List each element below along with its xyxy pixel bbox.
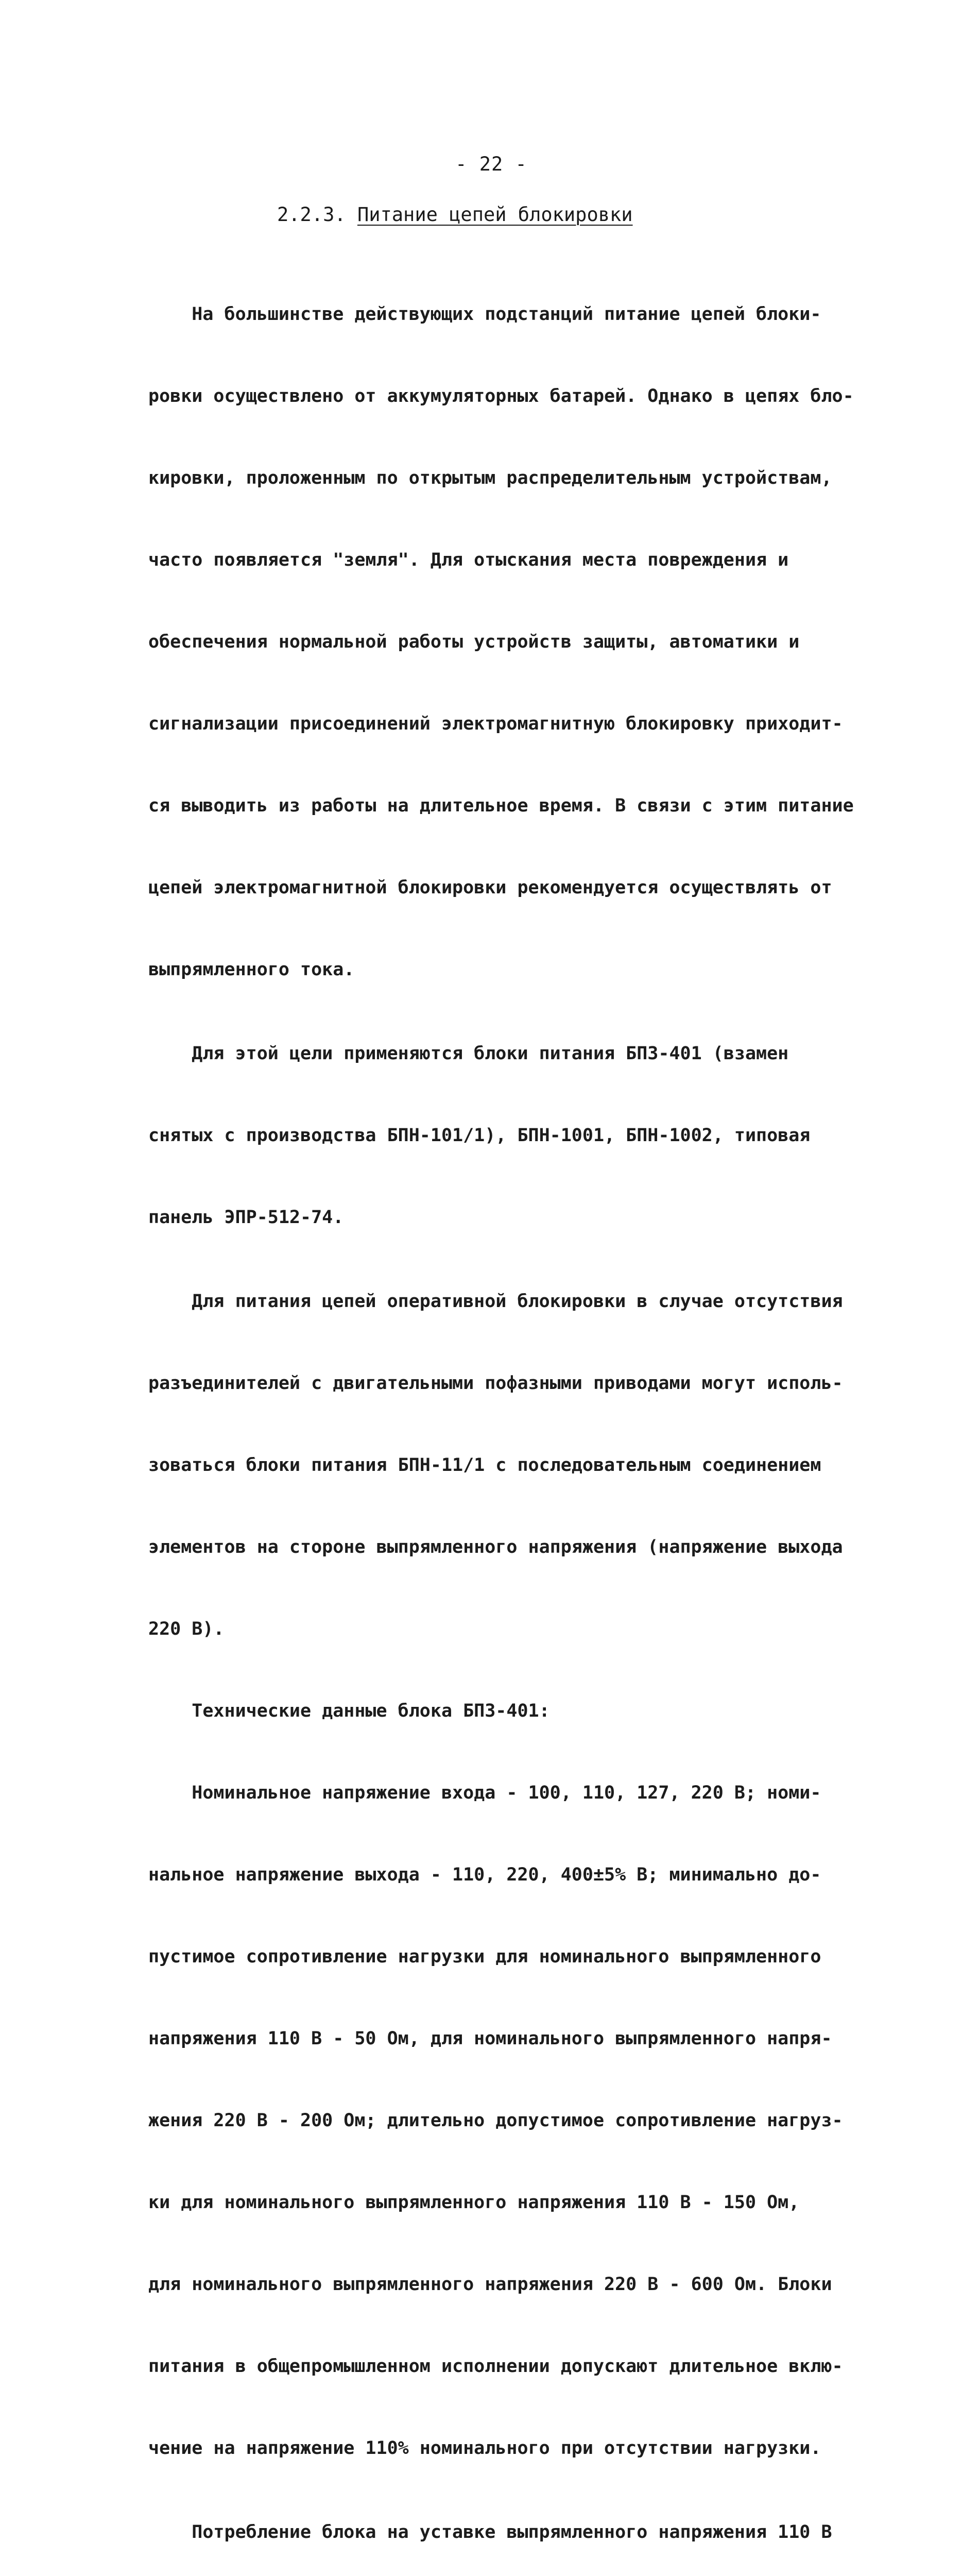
text-line: цепей электромагнитной блокировки рекомендуется осуществлять от [148, 877, 832, 898]
text-line: напряжения 110 В - 50 Ом, для номинального выпрямленного напря- [148, 2028, 832, 2049]
section-heading [277, 202, 633, 227]
text-line: элементов на стороне выпрямленного напряжения (напряжение выхода [148, 1537, 843, 1557]
text-line: На большинстве действующих подстанций питание цепей блоки- [148, 304, 821, 325]
text-line: Технические данные блока БПЗ-401: [148, 1701, 550, 1721]
text-line: ки для номинального выпрямленного напряжения 110 В - 150 Ом, [148, 2192, 800, 2213]
text-line: сигнализации присоединений электромагнитную блокировку приходит- [148, 714, 843, 734]
text-line: ровки осуществлено от аккумуляторных батарей. Однако в цепях бло- [148, 386, 854, 406]
text-line: ся выводить из работы на длительное время. В связи с этим питание [148, 795, 854, 816]
text-line: кировки, проложенным по открытым распределительным устройствам, [148, 468, 832, 488]
text-line: зоваться блоки питания БПН-11/1 с последовательным соединением [148, 1455, 821, 1476]
text-line: питания в общепромышленном исполнении допускают длительное вклю- [148, 2356, 843, 2377]
text-line: чение на напряжение 110% номинального при отсутствии нагрузки. [148, 2438, 821, 2459]
section-number: 2.2.3. [277, 204, 346, 226]
text-line: часто появляется "земля". Для отыскания места повреждения и [148, 550, 789, 570]
text-line: разъединителей с двигательными пофазными приводами могут исполь- [148, 1373, 843, 1394]
text-line: обеспечения нормальной работы устройств защиты, автоматики и [148, 632, 800, 652]
text-line: Номинальное напряжение входа - 100, 110, 127, 220 В; номи- [148, 1783, 821, 1803]
text-line: для номинального выпрямленного напряжения 220 В - 600 Ом. Блоки [148, 2274, 832, 2295]
body-text [148, 246, 854, 2576]
text-line: нальное напряжение выхода - 110, 220, 400±5% В; минимально до- [148, 1865, 821, 1885]
text-line: снятых с производства БПН-101/1), БПН-1001, БПН-1002, типовая [148, 1125, 811, 1146]
text-line: жения 220 В - 200 Ом; длительно допустимое сопротивление нагруз- [148, 2110, 843, 2131]
text-line: выпрямленного тока. [148, 959, 355, 980]
text-line: Для питания цепей оперативной блокировки в случае отсутствия [148, 1291, 843, 1312]
section-title: Питание цепей блокировки [357, 204, 633, 226]
page-number: - 22 - [455, 153, 527, 175]
text-line: пустимое сопротивление нагрузки для номинального выпрямленного [148, 1946, 821, 1967]
text-line: Для этой цели применяются блоки питания БПЗ-401 (взамен [148, 1043, 789, 1064]
text-line: 220 В). [148, 1619, 225, 1639]
text-line: панель ЭПР-512-74. [148, 1207, 344, 1228]
text-line: Потребление блока на уставке выпрямленного напряжения 110 В [148, 2522, 832, 2543]
